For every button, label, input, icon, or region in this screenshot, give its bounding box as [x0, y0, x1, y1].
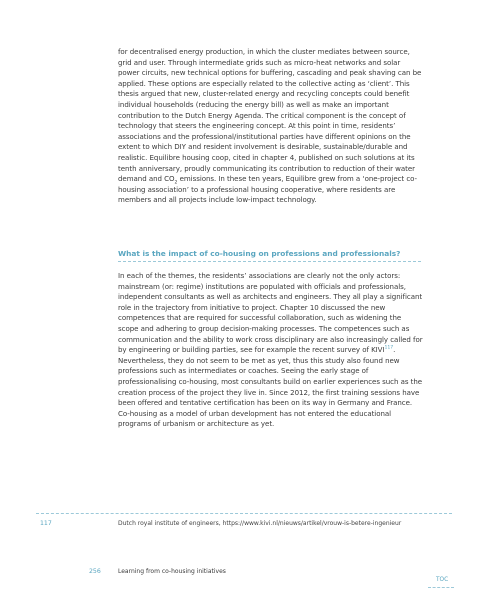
- heading-divider: [118, 261, 421, 262]
- footnote-number: 117: [40, 520, 52, 527]
- paragraph-text: for decentralised energy production, in which the cluster mediates between source, grid and user. Through intermediate grids such as micro-heat networks and solar power circuits, new technical options for buffering, cascading and peak shaving can be applied. These options are especially related to the collective acting as ‘client’. This thesis argued that new, cluster-related energy and recycling concepts could benefit individual households (reducing the energy bill) as well as make an important contribution to the Dutch Energy Agenda. The critical component is the concept of technology that steers the engineering concept. At this point in time, residents’ associations and the professional/institutional parties have different opinions on the extent to which DIY and resident involvement is desirable, sustainable/durable and realistic. Equilibre housing coop, cited in chapter 4, published on such solutions at its tenth anniversary, proudly communicating its contribution to reduction of their water demand and CO: [118, 47, 422, 184]
- toc-link[interactable]: TOC: [436, 577, 449, 583]
- running-title: Learning from co-housing initiatives: [118, 568, 226, 575]
- paragraph-text: emissions. In these ten years, Equilibre grew from a ‘one-project co-housing association’ to a professional housing cooperative, where residents are members and all projects include low-impact technology.: [118, 174, 418, 205]
- body-paragraph-1: [118, 47, 423, 206]
- section-heading: What is the impact of co-housing on professions and professionals?: [118, 249, 401, 258]
- paragraph-text: . Nevertheless, they do not seem to be met as yet, thus this study also found new professions such as intermediates or coaches. Seeing the early stage of professionalising co-housing, most consultants build on earlier experiences such as the creation process of the project they live in. Since 2012, the first training sessions have been offered and tentative certification has been on its way in Germany and France. Co-housing as a model of urban development has not entered the educational programs of urbanism or architecture as yet.: [118, 345, 423, 429]
- body-paragraph-2: [118, 271, 423, 430]
- toc-underline: [428, 587, 454, 588]
- page-number: 256: [89, 568, 101, 575]
- co2-subscript: 2: [174, 180, 178, 186]
- footnote-reference[interactable]: 117: [384, 345, 394, 351]
- footnote-text: Dutch royal institute of engineers, https://www.kivi.nl/nieuws/artikel/vrouw-is-betere-ingenieur: [118, 520, 402, 527]
- paragraph-text: In each of the themes, the residents’ associations are clearly not the only actors: mainstream (or: regime) institutions are populated with officials and professionals, independent consultants as well as architects and engineers. They all play a significant role in the trajectory from initiative to project. Chapter 10 discussed the new competences that are required for successful collaboration, such as widening the scope and adhering to group decision-making processes. The competences such as communication and the ability to work cross disciplinary are also increasingly called for by engineering or building parties, see for example the recent survey of KIVI: [118, 271, 423, 355]
- footnote-divider: [36, 513, 452, 514]
